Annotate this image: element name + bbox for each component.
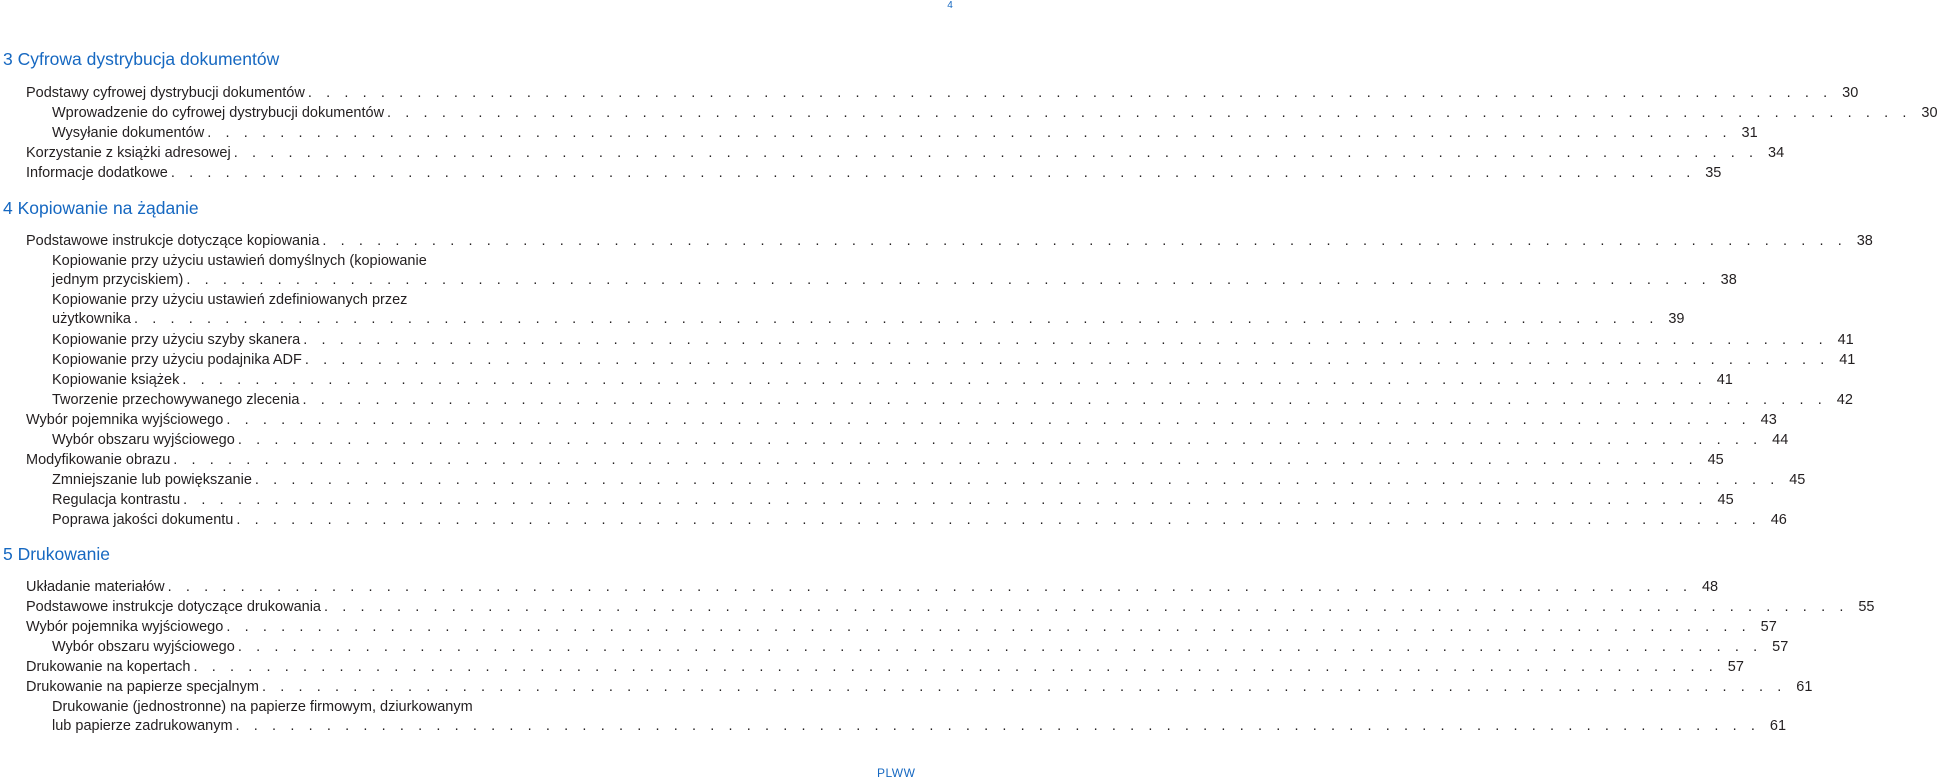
toc-entry-page: 30: [1921, 105, 1938, 121]
toc-entry-title: Zmniejszanie lub powiększanie: [52, 472, 252, 488]
toc-entry[interactable]: [52, 351, 1856, 370]
toc-entry-page: 38: [1720, 272, 1737, 288]
toc-entry-title: Wybór pojemnika wyjściowego: [26, 619, 224, 635]
toc-entry-page: 30: [1842, 85, 1859, 101]
toc-entry[interactable]: [52, 491, 1734, 510]
toc-entry[interactable]: [26, 451, 1724, 470]
toc-entry-title: Wybór obszaru wyjściowego: [52, 432, 235, 448]
toc-entry-title: Podstawowe instrukcje dotyczące drukowania: [26, 599, 321, 615]
dot-leader: . . . . . . . . . . . . . . . . . . . . . . . . . . . . . . . . . . . . . . . . . . . . . . . . . . . . . . . . . . . . . . . . . . . . . . . . . . . . . . . . . . . .: [226, 412, 1751, 428]
toc-entry-page: 42: [1836, 392, 1853, 408]
toc-entry[interactable]: [26, 618, 1777, 637]
dot-leader: . . . . . . . . . . . . . . . . . . . . . . . . . . . . . . . . . . . . . . . . . . . . . . . . . . . . . . . . . . . . . . . . . . . . . . . . . . . . . . . . . . . .: [235, 718, 1761, 734]
toc-entry-title: Podstawy cyfrowej dystrybucji dokumentów: [26, 85, 305, 101]
toc-entry[interactable]: [26, 578, 1719, 597]
chapter-heading: 4 Kopiowanie na żądanie: [3, 198, 199, 218]
toc-entry-title: Korzystanie z książki adresowej: [26, 145, 231, 161]
toc-entry[interactable]: [52, 291, 1685, 329]
toc-entry-title-line: Kopiowanie przy użyciu ustawień domyślnych (kopiowanie: [52, 253, 427, 269]
dot-leader: . . . . . . . . . . . . . . . . . . . . . . . . . . . . . . . . . . . . . . . . . . . . . . . . . . . . . . . . . . . . . . . . . . . . . . . . . . . . . . . . . . . .: [302, 392, 1827, 408]
footer-label: PLWW: [877, 766, 916, 780]
toc-entry[interactable]: [26, 164, 1722, 183]
chapter-heading: 5 Drukowanie: [3, 544, 110, 564]
toc-entry-page: 38: [1856, 233, 1873, 249]
toc-entry[interactable]: [26, 658, 1744, 677]
toc-entry-page: 55: [1858, 599, 1875, 615]
dot-leader: . . . . . . . . . . . . . . . . . . . . . . . . . . . . . . . . . . . . . . . . . . . . . . . . . . . . . . . . . . . . . . . . . . . . . . . . . . . . . . . . . . . .: [237, 432, 1763, 448]
toc-entry-title-line: Kopiowanie przy użyciu ustawień zdefiniowanych przez: [52, 292, 408, 308]
dot-leader: . . . . . . . . . . . . . . . . . . . . . . . . . . . . . . . . . . . . . . . . . . . . . . . . . . . . . . . . . . . . . . . . . . . . . . . . . . . . . . . . . . . .: [207, 125, 1732, 141]
toc-entry-title-line: Drukowanie (jednostronne) na papierze firmowym, dziurkowanym: [52, 699, 473, 715]
toc-entry[interactable]: [52, 431, 1789, 450]
toc-entry-title: Regulacja kontrastu: [52, 492, 181, 508]
dot-leader: . . . . . . . . . . . . . . . . . . . . . . . . . . . . . . . . . . . . . . . . . . . . . . . . . . . . . . . . . . . . . . . . . . . . . . . . . . . . . . . . . . . .: [237, 639, 1763, 655]
toc-entry-page: 45: [1717, 492, 1734, 508]
toc-entry-page: 39: [1668, 311, 1685, 327]
dot-leader: . . . . . . . . . . . . . . . . . . . . . . . . . . . . . . . . . . . . . . . . . . . . . . . . . . . . . . . . . . . . . . . . . . . . . . . . . . . . . . . . . . . .: [186, 272, 1711, 288]
toc-entry-page: 57: [1727, 659, 1744, 675]
toc-entry[interactable]: [52, 331, 1854, 350]
toc-entry-page: 41: [1716, 372, 1733, 388]
dot-leader: . . . . . . . . . . . . . . . . . . . . . . . . . . . . . . . . . . . . . . . . . . . . . . . . . . . . . . . . . . . . . . . . . . . . . . . . . . . . . . . . . . . .: [304, 352, 1830, 368]
dot-leader: . . . . . . . . . . . . . . . . . . . . . . . . . . . . . . . . . . . . . . . . . . . . . . . . . . . . . . . . . . . . . . . . . . . . . . . . . . . . . . . . . . . .: [323, 599, 1849, 615]
toc-entry-page: 41: [1839, 352, 1856, 368]
toc-entry-title: Wybór pojemnika wyjściowego: [26, 412, 224, 428]
toc-entry-page: 57: [1772, 639, 1789, 655]
dot-leader: . . . . . . . . . . . . . . . . . . . . . . . . . . . . . . . . . . . . . . . . . . . . . . . . . . . . . . . . . . . . . . . . . . . . . . . . . . . . . . . . . . . .: [170, 165, 1696, 181]
toc-entry-title: Poprawa jakości dokumentu: [52, 512, 234, 528]
toc-entry-title: jednym przyciskiem): [52, 272, 184, 288]
toc-entry[interactable]: [52, 511, 1787, 530]
toc-entry[interactable]: [26, 411, 1777, 430]
dot-leader: . . . . . . . . . . . . . . . . . . . . . . . . . . . . . . . . . . . . . . . . . . . . . . . . . . . . . . . . . . . . . . . . . . . . . . . . . . . . . . . . . . . .: [387, 105, 1912, 121]
toc-entry[interactable]: [26, 84, 1859, 103]
dot-leader: . . . . . . . . . . . . . . . . . . . . . . . . . . . . . . . . . . . . . . . . . . . . . . . . . . . . . . . . . . . . . . . . . . . . . . . . . . . . . . . . . . . .: [254, 472, 1780, 488]
toc-entry-page: 34: [1768, 145, 1785, 161]
toc-entry-page: 43: [1760, 412, 1777, 428]
dot-leader: . . . . . . . . . . . . . . . . . . . . . . . . . . . . . . . . . . . . . . . . . . . . . . . . . . . . . . . . . . . . . . . . . . . . . . . . . . . . . . . . . . . .: [261, 679, 1787, 695]
toc-entry-title: Tworzenie przechowywanego zlecenia: [52, 392, 300, 408]
toc-entry-title: Wybór obszaru wyjściowego: [52, 639, 235, 655]
toc-entry[interactable]: [52, 638, 1789, 657]
toc-entry-page: 45: [1707, 452, 1724, 468]
toc-entry[interactable]: [26, 598, 1875, 617]
toc-entry-page: 61: [1796, 679, 1813, 695]
dot-leader: . . . . . . . . . . . . . . . . . . . . . . . . . . . . . . . . . . . . . . . . . . . . . . . . . . . . . . . . . . . . . . . . . . . . . . . . . . . . . . . . . . . .: [307, 85, 1833, 101]
toc-entry[interactable]: [52, 698, 1787, 736]
dot-leader: . . . . . . . . . . . . . . . . . . . . . . . . . . . . . . . . . . . . . . . . . . . . . . . . . . . . . . . . . . . . . . . . . . . . . . . . . . . . . . . . . . . .: [193, 659, 1718, 675]
toc-entry[interactable]: [26, 232, 1873, 251]
dot-leader: . . . . . . . . . . . . . . . . . . . . . . . . . . . . . . . . . . . . . . . . . . . . . . . . . . . . . . . . . . . . . . . . . . . . . . . . . . . . . . . . . . . .: [236, 512, 1761, 528]
toc-entry-page: 44: [1772, 432, 1789, 448]
toc-entry-page: 31: [1741, 125, 1758, 141]
dot-leader: . . . . . . . . . . . . . . . . . . . . . . . . . . . . . . . . . . . . . . . . . . . . . . . . . . . . . . . . . . . . . . . . . . . . . . . . . . . . . . . . . . . .: [322, 233, 1847, 249]
toc-entry-page: 48: [1701, 579, 1719, 595]
dot-leader: . . . . . . . . . . . . . . . . . . . . . . . . . . . . . . . . . . . . . . . . . . . . . . . . . . . . . . . . . . . . . . . . . . . . . . . . . . . . . . . . . . . .: [183, 492, 1708, 508]
toc-entry-title: Kopiowanie przy użyciu szyby skanera: [52, 332, 301, 348]
toc-entry-page: 57: [1760, 619, 1777, 635]
dot-leader: . . . . . . . . . . . . . . . . . . . . . . . . . . . . . . . . . . . . . . . . . . . . . . . . . . . . . . . . . . . . . . . . . . . . . . . . . . . . . . . . . . . .: [133, 311, 1659, 327]
dot-leader: . . . . . . . . . . . . . . . . . . . . . . . . . . . . . . . . . . . . . . . . . . . . . . . . . . . . . . . . . . . . . . . . . . . . . . . . . . . . . . . . . . . .: [303, 332, 1828, 348]
toc-entry-title: Drukowanie na papierze specjalnym: [26, 679, 259, 695]
toc-entry-title: Podstawowe instrukcje dotyczące kopiowania: [26, 233, 320, 249]
toc-entry-title: Kopiowanie przy użyciu podajnika ADF: [52, 352, 302, 368]
toc-entry[interactable]: [52, 391, 1853, 410]
toc-entry-title: Drukowanie na kopertach: [26, 659, 191, 675]
dot-leader: . . . . . . . . . . . . . . . . . . . . . . . . . . . . . . . . . . . . . . . . . . . . . . . . . . . . . . . . . . . . . . . . . . . . . . . . . . . . . . . . . . . .: [182, 372, 1707, 388]
toc-entry-title: użytkownika: [52, 311, 131, 327]
toc-entry-title: lub papierze zadrukowanym: [52, 718, 233, 734]
toc-entry[interactable]: [26, 144, 1785, 163]
toc-entry-page: 45: [1789, 472, 1806, 488]
toc-entry-title: Układanie materiałów: [26, 579, 165, 595]
toc-entry-title: Kopiowanie książek: [52, 372, 180, 388]
toc-entry-page: 61: [1769, 718, 1787, 734]
dot-leader: . . . . . . . . . . . . . . . . . . . . . . . . . . . . . . . . . . . . . . . . . . . . . . . . . . . . . . . . . . . . . . . . . . . . . . . . . . . . . . . . . . . .: [167, 579, 1693, 595]
toc-entry[interactable]: [52, 124, 1758, 143]
toc-entry-page: 46: [1770, 512, 1787, 528]
toc-entry-page: 35: [1705, 165, 1722, 181]
page-number: 4: [947, 0, 953, 11]
toc-entry-title: Wprowadzenie do cyfrowej dystrybucji dokumentów: [52, 105, 385, 121]
toc-entry[interactable]: [52, 252, 1737, 290]
toc-entry[interactable]: [52, 104, 1938, 123]
toc-entry[interactable]: [52, 371, 1733, 390]
dot-leader: . . . . . . . . . . . . . . . . . . . . . . . . . . . . . . . . . . . . . . . . . . . . . . . . . . . . . . . . . . . . . . . . . . . . . . . . . . . . . . . . . . . .: [233, 145, 1759, 161]
dot-leader: . . . . . . . . . . . . . . . . . . . . . . . . . . . . . . . . . . . . . . . . . . . . . . . . . . . . . . . . . . . . . . . . . . . . . . . . . . . . . . . . . . . .: [226, 619, 1751, 635]
toc-entry-title: Modyfikowanie obrazu: [26, 452, 171, 468]
toc-entry[interactable]: [26, 678, 1813, 697]
chapter-heading: 3 Cyfrowa dystrybucja dokumentów: [3, 49, 280, 69]
toc-entry-title: Wysyłanie dokumentów: [52, 125, 205, 141]
toc-entry[interactable]: [52, 471, 1806, 490]
dot-leader: . . . . . . . . . . . . . . . . . . . . . . . . . . . . . . . . . . . . . . . . . . . . . . . . . . . . . . . . . . . . . . . . . . . . . . . . . . . . . . . . . . . .: [173, 452, 1698, 468]
toc-entry-page: 41: [1837, 332, 1854, 348]
toc-entry-title: Informacje dodatkowe: [26, 165, 168, 181]
